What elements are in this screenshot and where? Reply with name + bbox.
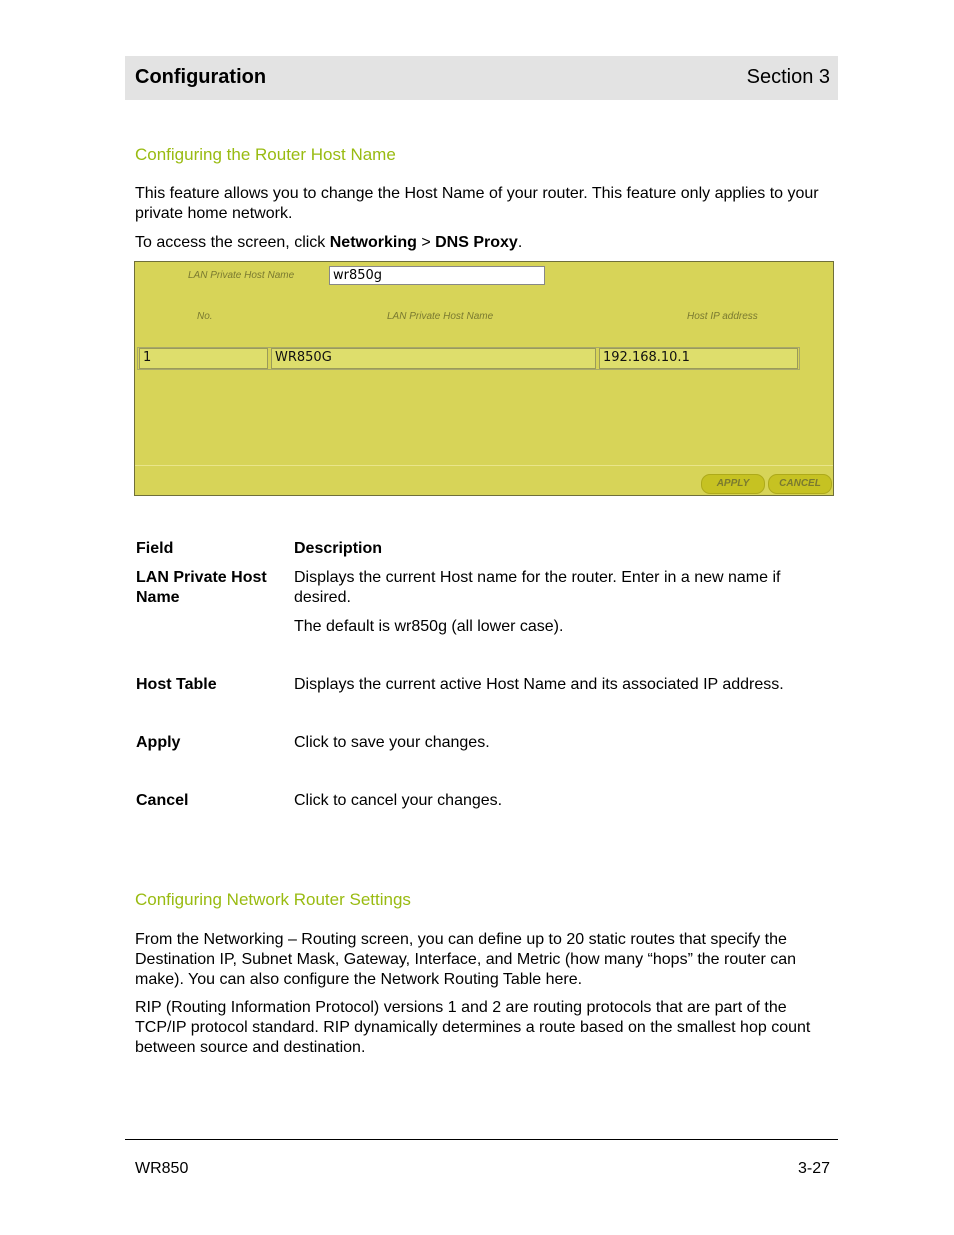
page-header	[125, 56, 838, 100]
apply-button[interactable]: APPLY	[701, 474, 765, 494]
host-table-cell-no: 1	[139, 348, 268, 369]
table-row-desc-cancel: Click to cancel your changes.	[294, 792, 503, 809]
host-table-cell-host-name: WR850G	[271, 348, 596, 369]
header-section: Section 3	[746, 66, 830, 88]
table-row-desc-host-name: Displays the current Host name for the router. Enter in a new name if desired.	[294, 569, 781, 606]
table-header-description: Description	[294, 540, 383, 557]
section-heading-host-name: Configuring the Router Host Name	[135, 145, 396, 164]
routing-intro-paragraph: From the Networking – Routing screen, you can define up to 20 static routes that specify the Destination IP, Subnet Mask, Gateway, Interface, and Metric (how many “hops” the router can make). You can also configure the Network Routing Table here.	[135, 931, 797, 988]
host-name-input[interactable]	[329, 266, 545, 285]
column-header-no: No.	[197, 311, 213, 322]
footer-model: WR850	[135, 1160, 189, 1177]
column-header-host-name: LAN Private Host Name	[387, 311, 494, 322]
access-prefix: To access the screen, click	[135, 234, 330, 251]
table-row-field-host-table: Host Table	[136, 676, 217, 693]
button-bar-divider	[135, 465, 833, 466]
rip-paragraph: RIP (Routing Information Protocol) versions 1 and 2 are routing protocols that are part of the TCP/IP protocol standard. RIP dynamically determines a route based on the smallest hop count between source and destination.	[135, 999, 811, 1056]
access-menu-networking: Networking	[329, 234, 417, 251]
table-row-field-host-name: LAN Private Host Name	[136, 569, 267, 606]
host-name-field-label: LAN Private Host Name	[188, 270, 295, 281]
footer-page-number: 3-27	[797, 1160, 830, 1177]
table-row-desc-host-name-default: The default is wr850g (all lower case).	[294, 618, 564, 635]
access-suffix: .	[517, 234, 523, 251]
table-header-field: Field	[136, 540, 174, 557]
footer-rule	[125, 1139, 838, 1140]
cancel-button[interactable]: CANCEL	[768, 474, 832, 494]
table-row-desc-apply: Click to save your changes.	[294, 734, 490, 751]
host-table-cell-ip: 192.168.10.1	[599, 348, 798, 369]
header-title: Configuration	[135, 66, 267, 88]
router-dns-proxy-screen	[134, 261, 834, 496]
access-instructions	[135, 233, 835, 253]
host-name-intro-paragraph: This feature allows you to change the Host Name of your router. This feature only applies to your private home network.	[135, 185, 819, 222]
access-menu-dns-proxy: DNS Proxy	[435, 234, 518, 251]
table-row-field-cancel: Cancel	[136, 792, 189, 809]
section-heading-router-settings: Configuring Network Router Settings	[135, 890, 411, 909]
table-row-desc-host-table: Displays the current active Host Name and its associated IP address.	[294, 676, 784, 693]
table-row-field-apply: Apply	[136, 734, 181, 751]
column-header-ip-address: Host IP address	[687, 311, 758, 322]
access-separator: >	[416, 234, 436, 251]
